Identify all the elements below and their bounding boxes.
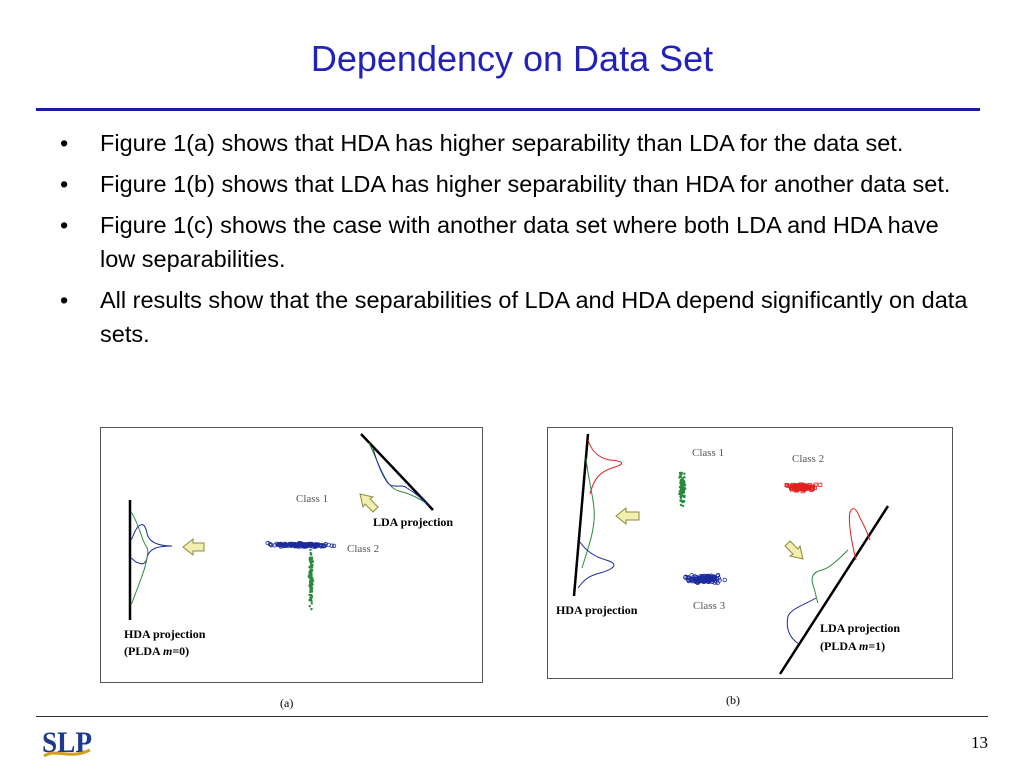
scatter-point (309, 605, 311, 607)
scatter-point (311, 602, 313, 604)
scatter-point (683, 472, 685, 474)
bullet-item (60, 208, 980, 276)
slp-logo-icon (40, 718, 94, 762)
scatter-point (679, 472, 681, 474)
figure-a-plot (101, 428, 482, 682)
footer-divider (36, 716, 988, 717)
figure-b-caption: (b) (726, 693, 740, 707)
scatter-point (680, 479, 682, 481)
bullet-glyph: • (60, 130, 69, 156)
bullet-item (60, 126, 980, 160)
title-divider (36, 108, 980, 111)
down-right-arrow-icon (785, 541, 803, 559)
hda-projection-label: HDA projection (124, 627, 206, 641)
scatter-point (678, 476, 680, 478)
left-arrow-icon (183, 539, 204, 555)
lda-projection-label: LDA projection (373, 515, 454, 529)
lda-plda-label: (PLDA m=1) (820, 639, 886, 653)
figure-a (100, 427, 483, 683)
scatter-point (682, 490, 684, 492)
scatter-point (680, 483, 682, 485)
figure-b-plot (548, 428, 952, 678)
scatter-point (680, 489, 682, 491)
scatter-point (683, 495, 685, 497)
hda-projection-label: HDA projection (556, 603, 638, 617)
scatter-point (312, 580, 314, 582)
bullet-glyph: • (60, 287, 69, 313)
figure-a-caption: (a) (280, 696, 294, 710)
bullet-text: Figure 1(a) shows that HDA has higher separability than LDA for the data set. (100, 130, 904, 156)
lda-class3-density (787, 598, 816, 643)
scatter-point (310, 585, 312, 587)
bullet-text: Figure 1(b) shows that LDA has higher separability than HDA for another data set. (100, 171, 951, 197)
class2-label: Class 2 (792, 453, 825, 465)
scatter-point (682, 486, 684, 488)
slp-logo-text: SLP (42, 726, 92, 759)
scatter-point (819, 483, 822, 486)
bullet-glyph: • (60, 212, 69, 238)
lda-projection-label: LDA projection (820, 621, 901, 635)
bullet-glyph: • (60, 171, 69, 197)
scatter-point (684, 484, 686, 486)
bullet-text: All results show that the separabilities of LDA and HDA depend significantly on data sets. (100, 287, 968, 347)
scatter-point (310, 562, 312, 564)
scatter-point (680, 495, 682, 497)
scatter-point (310, 608, 312, 610)
page-number: 13 (971, 733, 988, 752)
scatter-point (310, 558, 312, 560)
slide-title: Dependency on Data Set (310, 38, 714, 79)
scatter-point (309, 566, 311, 568)
scatter-point (310, 577, 312, 579)
scatter-point (310, 553, 312, 555)
class1-label: Class 1 (692, 447, 725, 459)
scatter-point (310, 587, 312, 589)
hda-class2-density (131, 525, 172, 564)
hda-plda-label: (PLDA m=0) (124, 644, 190, 658)
bullet-item (60, 167, 980, 201)
bullet-item (60, 283, 980, 351)
hda-class2-density (588, 440, 622, 494)
class2-label: Class 2 (347, 543, 380, 555)
scatter-point (310, 594, 312, 596)
scatter-point (682, 505, 684, 507)
scatter-point (723, 578, 727, 582)
figure-b-points (678, 472, 822, 585)
bullet-list (60, 126, 980, 358)
up-left-arrow-icon (360, 494, 378, 512)
class1-label: Class 1 (296, 493, 329, 505)
lda-projection-axis (361, 434, 433, 510)
scatter-point (310, 598, 312, 600)
figure-b (547, 427, 953, 679)
scatter-point (683, 500, 685, 502)
scatter-point (310, 569, 312, 571)
bullet-text: Figure 1(c) shows the case with another data set where both LDA and HDA have low separabilities. (100, 212, 939, 272)
figure-a-points (266, 541, 336, 610)
scatter-point (309, 549, 311, 551)
scatter-point (680, 504, 682, 506)
left-arrow-icon (616, 508, 639, 524)
class3-label: Class 3 (693, 600, 726, 612)
